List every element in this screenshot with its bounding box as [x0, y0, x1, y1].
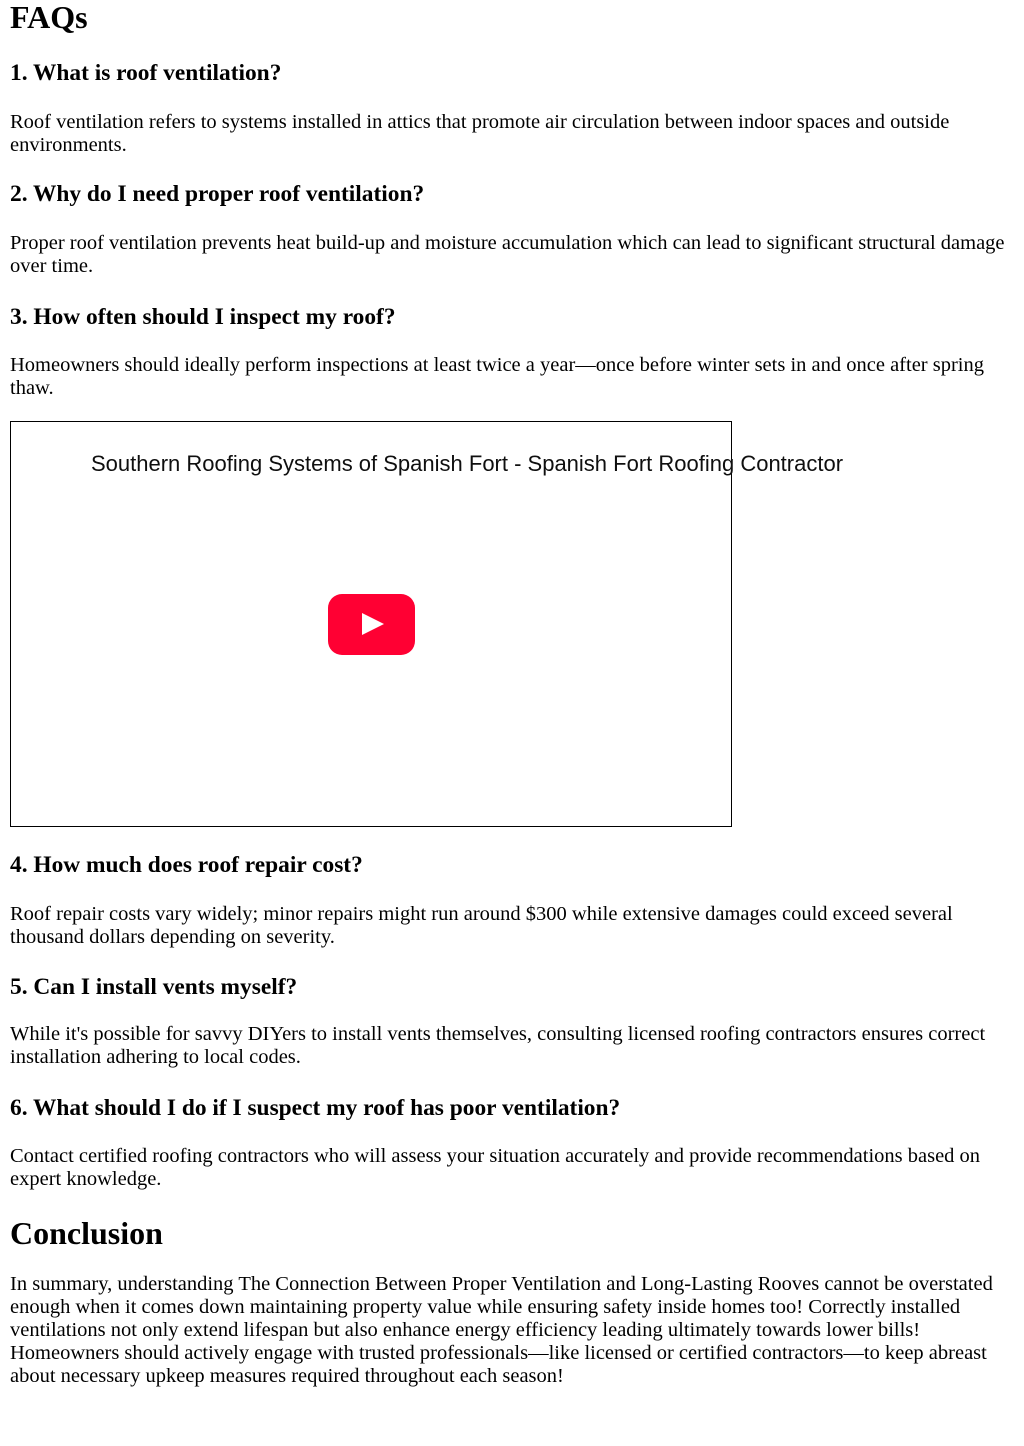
conclusion-body: In summary, understanding The Connection Between Proper Ventilation and Long-Lasting Rooves cannot be overstated enough when it comes down maintaining property value while ensuring safety inside homes too! Correctly installed ventilations not only extend lifespan but also enhance energy efficiency leading ultimately towards lower bills! Homeowners should actively engage with trusted professionals—like licensed or certified contractors—to keep abreast about necessary upkeep measures required throughout each season!: [10, 1273, 993, 1387]
faq-answer-4: Roof repair costs vary widely; minor repairs might run around $300 while extensive damages could exceed several thousand dollars depending on severity.: [10, 903, 953, 948]
faq-answer-6: Contact certified roofing contractors who will assess your situation accurately and provide recommendations based on expert knowledge.: [10, 1145, 981, 1190]
faq-question-1: 1. What is roof ventilation?: [10, 60, 282, 86]
conclusion-heading: Conclusion: [10, 1215, 163, 1251]
faq-question-5: 5. Can I install vents myself?: [10, 974, 298, 1000]
faq-question-2: 2. Why do I need proper roof ventilation?: [10, 181, 425, 207]
faq-question-4: 4. How much does roof repair cost?: [10, 852, 363, 878]
faq-answer-2: Proper roof ventilation prevents heat build-up and moisture accumulation which can lead to significant structural damage over time.: [10, 232, 1005, 277]
faq-answer-1: Roof ventilation refers to systems installed in attics that promote air circulation between indoor spaces and outside environments.: [10, 111, 950, 156]
faq-answer-3: Homeowners should ideally perform inspections at least twice a year—once before winter sets in and once after spring thaw.: [10, 354, 984, 399]
youtube-video-embed[interactable]: [10, 421, 844, 827]
play-triangle-icon: [362, 613, 384, 635]
faqs-heading: FAQs: [10, 0, 88, 35]
faq-question-3: 3. How often should I inspect my roof?: [10, 304, 396, 330]
faq-answer-5: While it's possible for savvy DIYers to install vents themselves, consulting licensed roofing contractors ensures correct installation adhering to local codes.: [10, 1023, 986, 1068]
faq-question-6: 6. What should I do if I suspect my roof has poor ventilation?: [10, 1095, 621, 1121]
youtube-play-icon[interactable]: [328, 594, 415, 655]
video-title[interactable]: Southern Roofing Systems of Spanish Fort - Spanish Fort Roofing Contractor: [91, 451, 844, 476]
